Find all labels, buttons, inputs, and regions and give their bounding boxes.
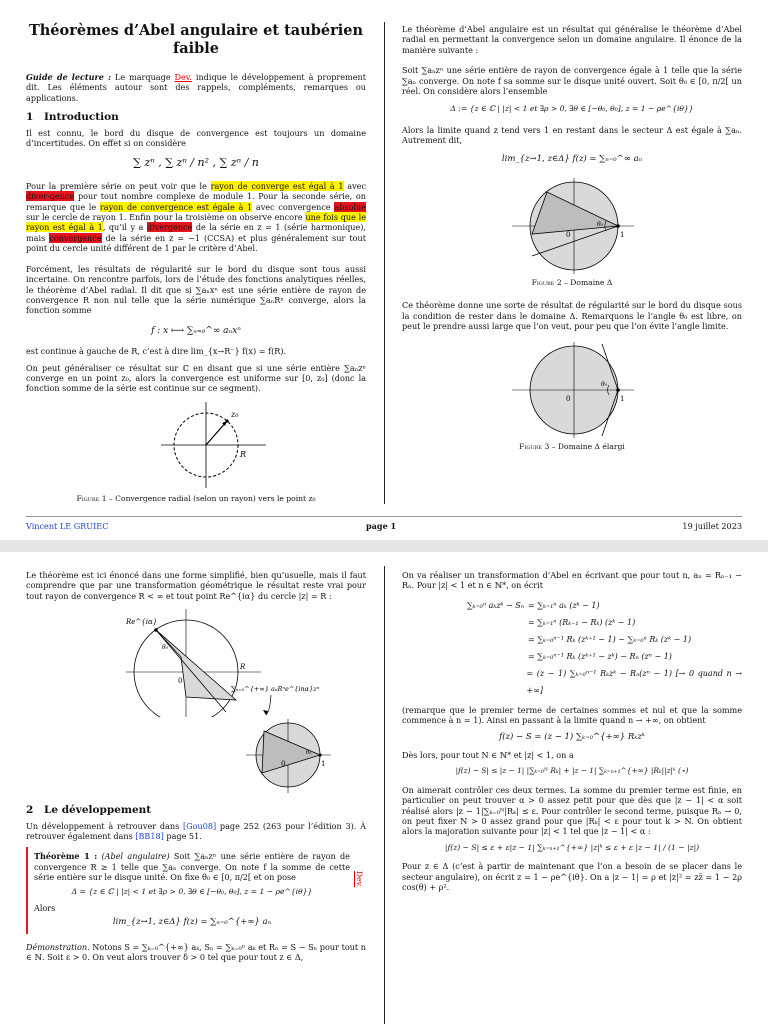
section-1-heading: 1 Introduction [26,111,119,124]
figure-2-diagram [402,174,742,274]
fig1-label-z0: z₀ [231,409,239,419]
footer-author[interactable]: Vincent LE GRUIEC [26,521,109,531]
fig4-label-0: 0 [178,677,183,686]
figure-1-caption: Figure 1 – Convergence radial (selon un rayon) vers le point z₀ [76,493,316,503]
fig4-sector [156,630,236,700]
footer-page-number: page 1 [366,521,397,531]
highlight-convergence: convergence [49,232,102,243]
angular-abel-hypothesis: Soit ∑aₙzⁿ une série entière de rayon de convergence égale à 1 telle que la série ∑aₙ converge. On note f sa somme sur le disque unité ouvert. Soit θ₀ ∈ [0, π/2[ un réel. On considère alors l’ensemble [402,65,742,97]
fig4-sector-edge [156,630,226,712]
fig4-label-theta: θ₀ [162,644,169,652]
footer-rule [26,516,742,517]
fig4-label-Reia: Re^{iα} [126,618,158,627]
theorem-statement: Soit ∑aₙzⁿ une série entière de rayon de convergence R ≥ 1 telle que ∑aₙ converge. On note f la somme de cette série entière sur le disque unité. On fixe θ₀ ∈ [0, π/2[ et on pose [34,851,350,883]
highlight-rayon-3: une fois que le rayon est égal à 1 [26,212,367,233]
fig2-point-1 [616,224,620,228]
figure-1-diagram [26,400,366,490]
highlight-rayon-1: rayon de converge est égal à 1 [210,180,344,191]
highlight-divergence-2: divergence [146,222,193,233]
figure-2-caption: Figure 2 – Domaine Δ [531,278,613,288]
theorem-1-box [26,847,366,933]
fig4-series-label: ∑ₙ₌₀^{+∞} aₙRⁿe^{inα}zⁿ [231,685,320,694]
fig4-mapping-arrow-head [263,710,268,715]
theorem-dev-marker[interactable]: Dev. [355,871,364,888]
figure-4-diagram [26,607,366,717]
citation-bb18[interactable]: [BB18] [135,831,164,842]
figure-3-diagram [402,338,742,438]
fig3-label-1: 1 [620,394,625,403]
intro-series: ∑ zⁿ , ∑ zⁿ / n² , ∑ zⁿ / n [133,156,259,170]
fig1-point-z0 [225,419,228,422]
fig5-label-1: 1 [321,760,326,769]
generalization-paragraph: On peut généraliser ce résultat sur ℂ en disant que si une série entière ∑aₙzⁿ converge en un point z₀, alors la convergence est uniforme sur [0, z₀] (donc la fonction somme de la série est continue sur ce segment). [26,362,366,394]
document-title: Théorèmes d’Abel angulaire et taubérien faible [28,22,364,57]
fig2-label-1: 1 [620,231,625,240]
proof-label: Démonstration. [26,941,90,952]
regularity-paragraph: Ce théorème donne une sorte de résultat de régularité sur le bord du disque sous la condition de rester dans le domaine Δ. Remarquons le l’angle θ₀ est libre, on peut le prendre aussi large que l’on veut, pour peu que l’on évite l’angle limite. [402,300,742,332]
dev-marker[interactable]: Dev. [174,72,192,82]
derivation-line-3: = ∑ₖ₌₀ⁿ⁻¹ Rₖ (zᵏ⁺¹ − 1) − ∑ₖ₌₀ⁿ Rₖ (zᵏ − 1) [528,634,692,644]
theorem-equation-delta: Δ = {z ∈ ℂ | |z| < 1 et ∃ρ > 0, ∃θ ∈ [−θ₀, θ₀], z = 1 − ρe^{iθ}} [71,886,313,896]
highlight-absolue: absolue [334,201,367,212]
intro-paragraph: Il est connu, le bord du disque de convergence est toujours un domaine d’incertitudes. On effet si on considère [26,127,366,149]
series-discussion: Pour la première série on peut voir que le rayon de converge est égal à 1 avec diver-gence pour tout nombre complexe de module 1. Pour la seconde série, on remarque que le rayon de convergence est égale à 1 avec convergence absolue sur le cercle de rayon 1. Enfin pour la troisième on observe encore une fois que le rayon est égal à 1, qu’il y a divergence de la série en z = 1 (série harmonique), mais convergence de la série en z = −1 (CCSA) et plus généralement sur tout point du cercle unité différent de 1 par le critère d’Abel. [26,180,367,254]
fig3-label-theta: θ₀ [601,380,608,388]
fig5-label-theta: θ₀ [306,750,312,757]
column-divider [384,22,385,504]
sector-paragraph: Pour z ∈ Δ (c’est à partir de maintenant que l’on a besoin de se placer dans le secteur angulaire), on écrit z = 1 − ρe^{iθ}. On a |z − 1| = ρ et |z|² = zz̄ = 1 − 2ρ cos(θ) + ρ². [402,861,742,893]
reading-guide: Guide de lecture : Le marquage Dev. indique le développement à proprement dit. Les éléments autour sont des rappels, compléments, remarques ou applications. [26,72,366,103]
figure-5-diagram [26,717,366,797]
fig5-point-1 [318,754,321,757]
fig3-point-1 [616,388,620,392]
page2-left-column [26,570,366,969]
equation-limit: lim_{z→1, z∈Δ} f(z) = ∑ₙ₌₀^∞ aₙ [501,153,643,164]
equation-delta: Δ := {z ∈ ℂ | |z| < 1 et ∃ρ > 0, ∃θ ∈ [−θ₀, θ₀], z = 1 − ρe^{iθ}} [450,104,694,114]
equation-star: |f(z) − S| ≤ |z − 1| |∑ₖ₌₀ᴺ Rₖ| + |z − 1| ∑ₖ₌ₙ₊₁^{+∞} |Rₖ||z|ᵏ (⋆) [455,766,689,776]
derivation-line-1: ∑ₖ₌₀ⁿ aₖzᵏ − Sₙ = ∑ₖ₌₁ⁿ aₖ (zᵏ − 1) [466,600,600,610]
equation-f: f : x ⟼ ∑ₙ₌₀^∞ aₙxⁿ [151,325,241,336]
footer-date: 19 juillet 2023 [682,521,742,531]
control-paragraph: On aimerait contrôler ces deux termes. La somme du premier terme est finie, en particulier on peut trouver α > 0 assez petit pour que dès que |z − 1| < α soit réalisé alors |z − 1|∑ₖ₌₀ᴺ|Rₖ| ≤ ε. Pour contrôler le second terme, puisque Rₙ → 0, on peut fixer N > 0 assez grand pour que |Rₖ| < ε pour tout k > N. On obtient alors la majoration suivante pour |z| < 1 tel que |z − 1| < α : [402,784,742,837]
fig4-label-R: R [240,663,246,672]
derivation-line-5: = (z − 1) ∑ₖ₌₀ⁿ⁻¹ Rₖzᵏ − Rₙ(zⁿ − 1) [→ 0 quand n → +∞] [526,668,742,695]
page1-left-column [26,22,366,504]
fig5-label-0: 0 [281,760,286,769]
derivation-remark: (remarque que le premier terme de certaines sommes et nul et que la somme commence à n = 1). Ainsi en passant à la limite quand n → +∞, on obtient [402,704,742,726]
equation-majoration: |f(z) − S| ≤ ε + ε|z − 1| ∑ₖ₌ₙ₊₁^{+∞} |z|ᵏ ≤ ε + ε |z − 1| / (1 − |z|) [444,842,700,852]
abel-transform-intro: On va réaliser un transformation d’Abel en écrivant que pour tout n, aₙ = Rₙ₋₁ − Rₙ. Pour |z| < 1 et n ∈ ℕ*, on écrit [402,570,742,591]
theorem-name: (Abel angulaire) [97,851,170,862]
page-2 [0,552,768,1024]
fig3-label-0: 0 [566,394,571,403]
highlight-divergence-1: diver-gence [26,191,75,202]
fig4-point-Reia [154,628,158,632]
angular-abel-conclusion: Alors la limite quand z tend vers 1 en restant dans le secteur Δ est égale à ∑aₙ. Autrement dit, [402,124,742,146]
citation-gou08[interactable]: [Gou08] [182,820,217,831]
angular-abel-intro: Le théorème d’Abel angulaire est un résultat qui généralise le théorème d’Abel radial en permettant la convergence selon un domaine angulaire. Il énonce de la manière suivante : [402,24,742,55]
derivation-line-4: = ∑ₖ₌₀ⁿ⁻¹ Rₖ (zᵏ⁺¹ − zᵏ) − Rₙ (zⁿ − 1) [528,651,672,661]
proof-start: Démonstration. Notons S = ∑ₖ₌₀^{+∞} aₖ, Sₙ = ∑ₖ₌₀ⁿ aₖ et Rₙ = S − Sₙ pour tout n ∈ ℕ. Soit ε > 0. On veut alors trouver δ > 0 tel que pour tout z ∈ Δ, [26,941,366,963]
page-footer [26,521,742,533]
fig2-label-0: 0 [566,231,571,240]
abel-transform-derivation [448,597,742,699]
simplified-form-paragraph: Le théorème est ici énoncé dans une forme simplifié, bien qu’usuelle, mais il faut comprendre que par une transformation géométrique le résultat reste vrai pour tout rayon de convergence R < ∞ et tout point Re^{iα} du cercle |z| = R : [26,570,366,601]
derivation-line-2: = ∑ₖ₌₁ⁿ (Rₖ₋₁ − Rₖ) (zᵏ − 1) [528,617,636,627]
page1-right-column [402,24,742,452]
continuity-paragraph: est continue à gauche de R, c’est à dire lim_{x→R⁻} f(x) = f(R). [26,346,287,357]
bound-intro: Dès lors, pour tout N ∈ ℕ* et |z| < 1, on a [402,750,574,761]
section-2-heading: 2 Le développement [26,804,152,817]
theorem-equation-limit: lim_{z→1, z∈Δ} f(z) = ∑ₙ₌₀^{+∞} aₙ [112,917,272,928]
theorem-label: Théorème 1 : [34,851,98,862]
radial-abel-paragraph: Forcément, les résultats de régularité sur le bord du disque sont tous aussi incertaine. On rencontre parfois, lors de l’étude des fonctions analytiques réelles, le théorème d’Abel radial. Il dit que si ∑aₙxⁿ est une série entière de rayon de convergence R non nul telle que la série numérique ∑aₙRⁿ converge, alors la fonction somme [26,263,366,316]
references-paragraph: Un développement à retrouver dans [Gou08] page 252 (263 pour l’édition 3). À retrouver également dans [BB18] page 51. [26,820,366,842]
fig1-label-R: R [240,449,247,459]
page2-right-column [402,570,742,899]
column-divider [384,566,385,1024]
fig2-label-theta: θ₀ [597,221,604,229]
highlight-rayon-2: rayon de convergence est égale à 1 [99,201,253,212]
theorem-alors: Alors [34,903,56,914]
figure-3-caption: Figure 3 – Domaine Δ élargi [519,441,625,451]
equation-f-minus-s: f(z) − S = (z − 1) ∑ₖ₌₀^{+∞} Rₖzᵏ [499,731,645,742]
